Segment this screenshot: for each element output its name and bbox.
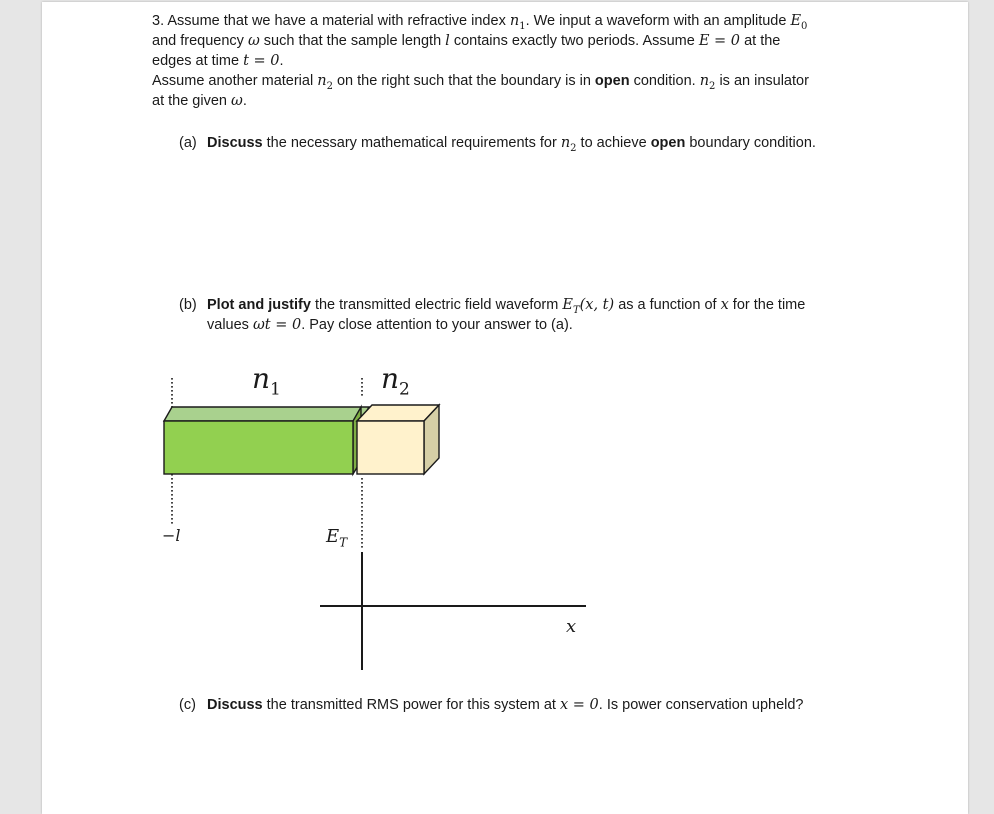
n1-material-slab [164,407,369,474]
boundary-figure [42,2,968,814]
problem-line-3: edges at time t = 0. [152,53,284,69]
part-c: (c) Discuss the transmitted RMS power for this system at x = 0. Is power conservation upheld? [179,697,804,713]
problem-line-5: at the given ω. [152,93,247,109]
problem-line-2: and frequency ω such that the sample length l contains exactly two periods. Assume E = 0 at the [152,33,781,49]
minus-l-label: −l [162,526,181,545]
n2-cube-front [357,421,424,474]
n1-slab-front [164,421,353,474]
problem-line-4: Assume another material $n_2$ on the right such that the boundary is in open condition. $n_2$ is an insulator [152,73,809,92]
document-page [42,2,968,814]
part-b: (b) Plot and justify the transmitted electric field waveform $E_T(x$, t) as a function of x for the time values ωt = 0. Pay close attention to your answer to (a). [179,297,806,333]
n2-label: $n_2$ [381,362,410,400]
part-c-label: (c) [179,697,196,713]
part-a: (a) Discuss the necessary mathematical requirements for $n_2$ to achieve open boundary condition. [179,135,816,154]
part-b-label: (b) [179,297,197,313]
n1-label: $n_1$ [252,362,281,400]
x-axis-label: x [566,616,577,637]
ET-axis-label: $E_T$ [326,526,348,550]
part-a-label: (a) [179,135,197,151]
n2-material-cube [357,405,439,474]
n1-slab-top [164,407,369,421]
problem-line-1: 3. Assume that we have a material with refractive index $n_1$. We input a waveform with an amplitude $E_0$ [152,13,808,32]
